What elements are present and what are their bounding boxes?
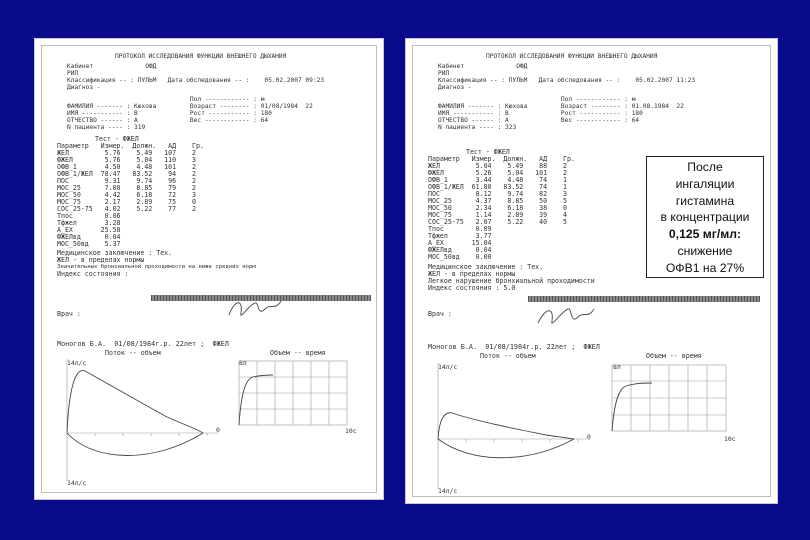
flow-top-label: 14л/с [438,363,458,371]
patient-line: ОТЧЕСТВО ------ : А Вес ------------ : 64 [438,117,640,124]
annotation-line: ингаляции [675,176,735,191]
patient-line: ОТЧЕСТВО ------ : А Вес ------------ : 64 [67,117,269,124]
table-title: Тест - ФЖЕЛ [466,148,510,156]
table-row: Тфжел 3.77 [428,232,492,240]
volume-time-graph [231,355,355,429]
table-row: МОС_50вд 5.37 [57,240,121,248]
table-row: МОС_50 2.34 6.18 38 0 [428,204,567,212]
doctor-label: Врач : [428,310,452,318]
patient-line: Пол ------------ : м [67,96,265,103]
table-row: ЖЕЛ 5.76 5.49 107 2 [57,149,196,157]
patient-line: N пациента ---- : 323 [438,124,517,131]
volume-time-label: 10с [345,427,357,435]
header-line: Диагноз - [67,84,101,91]
table-row: МОС_50вд 0.00 [428,253,492,261]
header-line: Кабинет ОФД [438,63,528,70]
table-row: Тпос 0.09 [428,225,492,233]
volume-time-label: 10с [724,435,736,443]
header-line: Классификация -- : ПУЛЬМ Дата обследования -- : 05.02.2007 09:23 [67,77,325,84]
volume-top-label: 8л [239,359,247,367]
header-line: Диагноз - [438,84,472,91]
patient-line: N пациента ---- : 319 [67,124,146,131]
annotation-line: гистамина [675,193,735,208]
axis-marker: 0 [587,433,591,441]
table-row: ОФВ_1 3.44 4.48 74 1 [428,176,567,184]
annotation-line: в концентрации [660,210,750,225]
table-row: ФЖЕЛвд 0.04 [57,233,121,241]
doctor-signature [534,301,598,331]
annotation-line: После [687,160,723,174]
table-row: А_ЕХ 25.58 [57,226,121,234]
flow-top-label: 14л/с [67,359,87,367]
table-row: А_ЕХ 15.04 [428,239,492,247]
table-row: МОС_75 1.14 2.89 39 4 [428,211,567,219]
patient-line: ИМЯ ----------- : В Рост ----------- : 180 [438,110,643,117]
conclusion-line: Медицинское заключение : Тех. [57,249,173,257]
patient-line: Пол ------------ : м [438,96,636,103]
protocol-scan-before [34,38,384,500]
conclusion-line: Медицинское заключение : Тех. [428,263,544,271]
table-title: Тест - ФЖЕЛ [95,135,139,143]
flow-volume-graph [426,359,602,493]
axis-marker: 0 [216,426,220,434]
annotation-line: ОФВ1 на 27% [665,260,745,275]
flow-bottom-label: 14л/с [438,487,458,495]
table-header: Параметр Измер. Должн. АД Гр. [57,142,204,150]
flow-volume-graph [55,355,231,485]
table-row: Тпос 0.06 [57,212,121,220]
flow-chart-title: Поток -- объем [105,349,161,357]
annotation-line: снижение [677,243,733,258]
table-row: ФЖЕЛвд 0.04 [428,246,492,254]
table-row: СОС_25-75 4.02 5.22 77 2 [57,205,196,213]
flow-chart-title: Поток -- объем [480,352,536,360]
annotation-concentration: 0,125 мг/мл: [668,227,742,242]
doctor-signature [225,295,285,323]
conclusion-line: ЖЕЛ - в пределах нормы [57,256,145,264]
patient-line: ФАМИЛИЯ ------- : Кюхова Возраст -------- : 01.08.1984 22 [438,103,684,110]
table-row: ФЖЕЛ 5.26 5.04 101 2 [428,169,567,177]
table-row: ЖЕЛ 5.04 5.49 88 2 [428,162,567,170]
conclusion-line: Индекс состояния : [57,270,133,278]
table-row: СОС_25-75 2.07 5.22 40 5 [428,218,567,226]
patient-line: ФАМИЛИЯ ------- : Кюхова Возраст -------- : 01/08/1984 22 [67,103,313,110]
volume-chart-title: Объем -- время [270,349,326,357]
annotation-connector [584,213,646,215]
table-row: ОФВ_1/ЖЕЛ 61.80 83.52 74 1 [428,183,567,191]
conclusion-line: Легкое нарушение бронхиальной проходимости [428,277,595,285]
table-row: МОС_25 7.00 8.85 79 2 [57,184,196,192]
conclusion-line: ЖЕЛ - в пределах нормы [428,270,516,278]
table-header: Параметр Измер. Должн. АД Гр. [428,155,575,163]
table-row: ФЖЕЛ 5.76 5.04 110 3 [57,156,196,164]
table-row: МОС_50 4.42 6.18 72 3 [57,191,196,199]
table-row: Тфжел 3.28 [57,219,121,227]
conclusion-line: Индекс состояния : 5.0 [428,284,516,292]
table-row: ОФВ_1 4.50 4.48 101 2 [57,163,196,171]
table-row: ПОС 9.31 9.74 96 2 [57,177,196,185]
header-line: РИП [67,70,79,77]
annotation-box [646,156,764,278]
volume-top-label: 8л [613,363,621,371]
header-line: Кабинет ОФД [67,63,157,70]
volume-chart-title: Объем -- время [646,352,702,360]
conclusion-line: Значительных бронхиальной проходимости на ниже средних норм [57,264,256,270]
header-line: Классификация -- : ПУЛЬМ Дата обследования -- : 05.02.2007 11:23 [438,77,696,84]
doctor-label: Врач : [57,310,81,318]
patient-line: ИМЯ ----------- : В Рост ----------- : 180 [67,110,272,117]
table-row: ПОС 8.12 9.74 82 3 [428,190,567,198]
patient-footer-line: Моногов Б.А. 01/08/1984г.р. 22лет ; ФЖЕЛ [57,340,229,348]
flow-bottom-label: 14л/с [67,479,87,487]
protocol-title: ПРОТОКОЛ ИССЛЕДОВАНИЯ ФУНКЦИИ ВНЕШНЕГО ДЫХАНИЯ [115,53,287,60]
table-row: ОФВ_1/ЖЕЛ 78.47 83.52 94 2 [57,170,196,178]
header-line: РИП [438,70,450,77]
table-row: МОС_25 4.37 8.85 50 5 [428,197,567,205]
protocol-title: ПРОТОКОЛ ИССЛЕДОВАНИЯ ФУНКЦИИ ВНЕШНЕГО ДЫХАНИЯ [486,53,658,60]
table-row: МОС_75 2.17 2.89 75 0 [57,198,196,206]
patient-footer-line: Моногов Б.А. 01/08/1984г.р. 22лет ; ФЖЕЛ [428,343,600,351]
volume-time-graph [604,359,734,437]
